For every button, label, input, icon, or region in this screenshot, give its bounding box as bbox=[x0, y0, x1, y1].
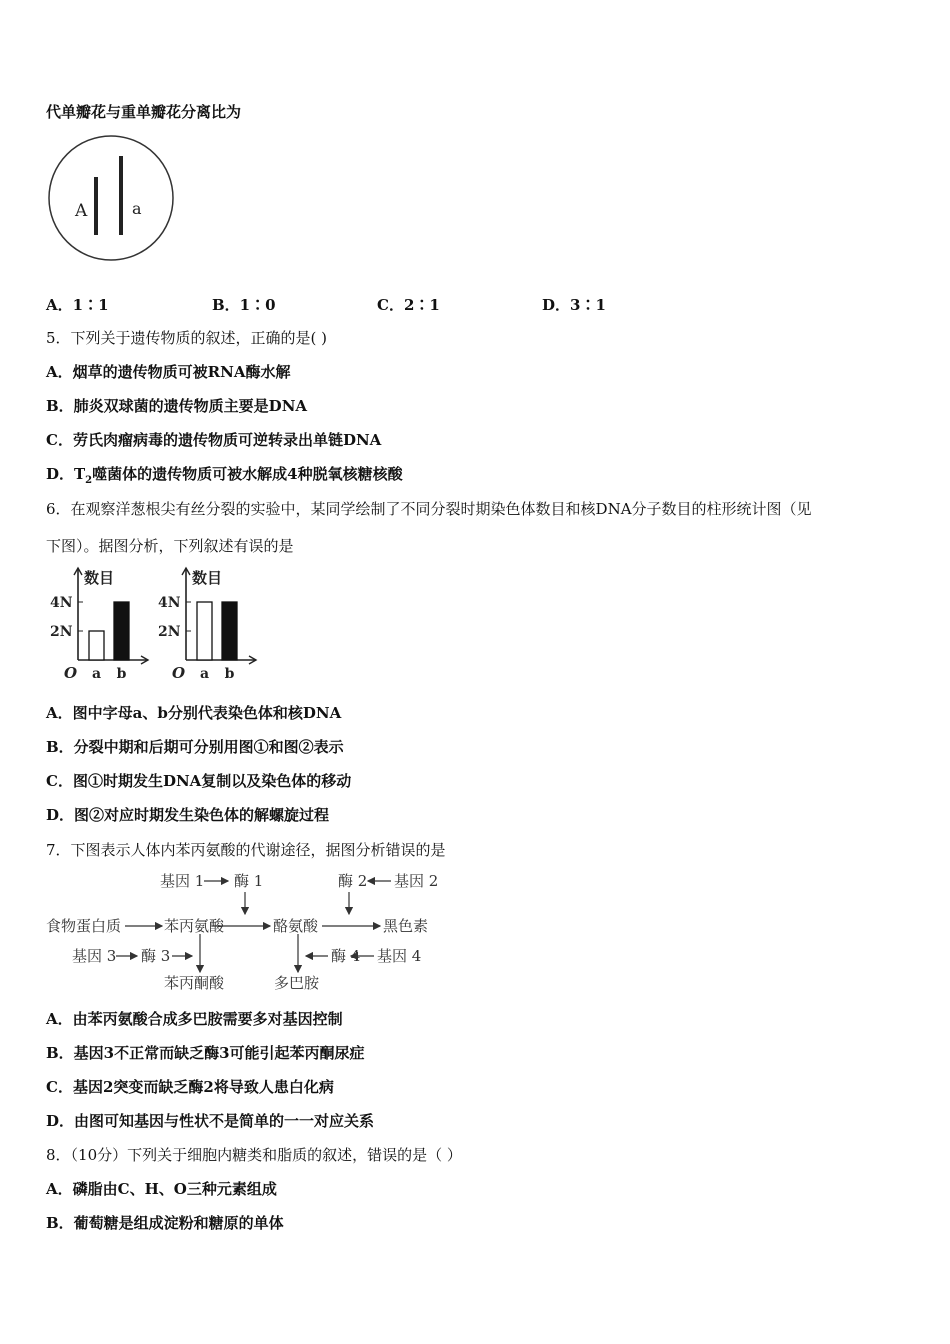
enzyme-1: 酶 1 bbox=[234, 872, 264, 890]
bar-chart-1 bbox=[48, 562, 154, 686]
enzyme-4: 酶 4 bbox=[331, 947, 361, 965]
q6-option-a[interactable]: A．图中字母a、b分别代表染色体和核DNA bbox=[46, 704, 342, 722]
tyrosine: 酪氨酸 bbox=[273, 917, 319, 935]
gene-1: 基因 1 bbox=[160, 872, 205, 890]
q5-option-d[interactable] bbox=[46, 464, 403, 491]
y-axis-label: 数目 bbox=[84, 569, 115, 587]
bar-b bbox=[114, 602, 129, 660]
q7-stem: 7．下图表示人体内苯丙氨酸的代谢途径，据图分析错误的是 bbox=[46, 841, 446, 859]
x-tick-label: a bbox=[91, 666, 102, 682]
bar-chart-2 bbox=[156, 562, 262, 686]
y-tick-label: 4N bbox=[158, 595, 181, 611]
q5-option-d-prefix: D．T bbox=[46, 465, 86, 483]
x-tick-label: a bbox=[199, 666, 210, 682]
y-tick-label: 2N bbox=[158, 624, 181, 640]
phenylpyruvate: 苯丙酮酸 bbox=[164, 974, 225, 992]
q5-option-c[interactable]: C．劳氏肉瘤病毒的遗传物质可逆转录出单链DNA bbox=[46, 431, 382, 449]
melanin: 黑色素 bbox=[383, 917, 429, 935]
q5-stem: 5．下列关于遗传物质的叙述，正确的是( ) bbox=[46, 329, 328, 347]
q5-option-b[interactable]: B．肺炎双球菌的遗传物质主要是DNA bbox=[46, 397, 308, 415]
food-protein: 食物蛋白质 bbox=[46, 917, 122, 935]
q4-option-b[interactable]: B．1∶0 bbox=[212, 296, 276, 314]
q6-option-c[interactable]: C．图①时期发生DNA复制以及染色体的移动 bbox=[46, 772, 352, 790]
origin-label: O bbox=[64, 664, 78, 682]
q6-stem-line1: 6．在观察洋葱根尖有丝分裂的实验中，某同学绘制了不同分裂时期染色体数目和核DNA分子数目的柱形统计图（见 bbox=[46, 500, 812, 518]
metabolic-pathway-diagram bbox=[44, 866, 454, 996]
q8-option-b[interactable]: B．葡萄糖是组成淀粉和糖原的单体 bbox=[46, 1214, 284, 1232]
q4-option-a[interactable]: A．1∶1 bbox=[46, 296, 109, 314]
q8-option-a[interactable]: A．磷脂由C、H、O三种元素组成 bbox=[46, 1180, 277, 1198]
gene-4: 基因 4 bbox=[377, 947, 422, 965]
q4-option-c[interactable]: C．2∶1 bbox=[377, 296, 440, 314]
q8-stem: 8．（10分）下列关于细胞内糖类和脂质的叙述，错误的是（ ） bbox=[46, 1146, 462, 1164]
x-tick-label: b bbox=[224, 666, 235, 682]
q7-option-b[interactable]: B．基因3不正常而缺乏酶3可能引起苯丙酮尿症 bbox=[46, 1044, 365, 1062]
dopamine: 多巴胺 bbox=[274, 974, 320, 992]
phenylalanine: 苯丙氨酸 bbox=[164, 917, 225, 935]
enzyme-2: 酶 2 bbox=[338, 872, 368, 890]
q4-option-d[interactable]: D．3∶1 bbox=[542, 296, 606, 314]
enzyme-3: 酶 3 bbox=[141, 947, 171, 965]
q6-option-d[interactable]: D．图②对应时期发生染色体的解螺旋过程 bbox=[46, 806, 330, 824]
allele-label-left: A bbox=[75, 201, 88, 221]
q6-option-b[interactable]: B．分裂中期和后期可分别用图①和图②表示 bbox=[46, 738, 344, 756]
q6-stem-line2: 下图）。据图分析，下列叙述有误的是 bbox=[46, 537, 294, 555]
allele-label-right: a bbox=[132, 199, 142, 218]
bar-b bbox=[222, 602, 237, 660]
intro-line: 代单瓣花与重单瓣花分离比为 bbox=[46, 103, 242, 121]
origin-label: O bbox=[172, 664, 186, 682]
bar-a bbox=[89, 631, 104, 660]
x-tick-label: b bbox=[116, 666, 127, 682]
q5-option-a[interactable]: A．烟草的遗传物质可被RNA酶水解 bbox=[46, 363, 291, 381]
q7-option-a[interactable]: A．由苯丙氨酸合成多巴胺需要多对基因控制 bbox=[46, 1010, 343, 1028]
bar-a bbox=[197, 602, 212, 660]
gene-2: 基因 2 bbox=[394, 872, 439, 890]
q7-option-c[interactable]: C．基因2突变而缺乏酶2将导致人患白化病 bbox=[46, 1078, 334, 1096]
chromosome-diagram bbox=[46, 132, 178, 264]
gene-3: 基因 3 bbox=[72, 947, 117, 965]
y-tick-label: 2N bbox=[50, 624, 73, 640]
q5-option-d-sub: 2 bbox=[85, 475, 93, 486]
q7-option-d[interactable]: D．由图可知基因与性状不是简单的一一对应关系 bbox=[46, 1112, 375, 1130]
q5-option-d-rest: 噬菌体的遗传物质可被水解成4种脱氧核糖核酸 bbox=[92, 465, 403, 483]
y-tick-label: 4N bbox=[50, 595, 73, 611]
y-axis-label: 数目 bbox=[192, 569, 223, 587]
